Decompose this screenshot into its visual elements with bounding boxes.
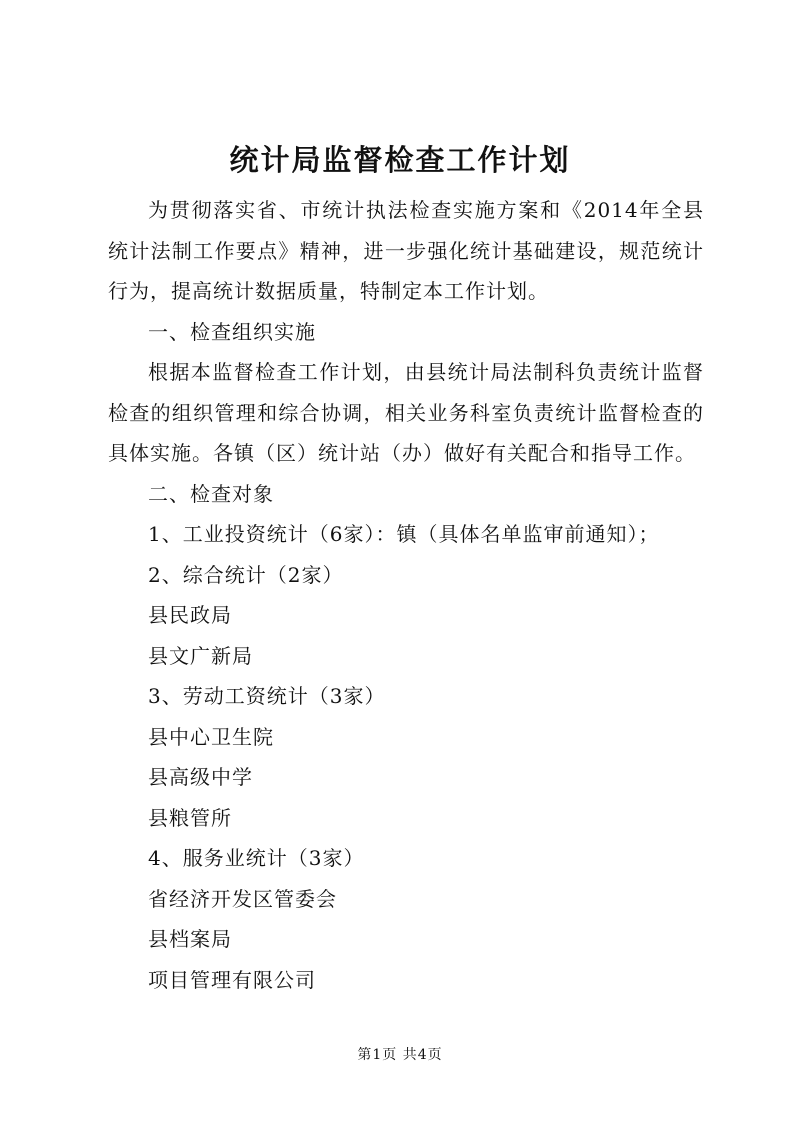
section-heading-targets: 二、检查对象: [148, 481, 274, 506]
target-category-services: 4、服务业统计（3家）: [148, 846, 365, 870]
target-unit: 县档案局: [148, 927, 232, 951]
page-number-footer: 第1页 共4页: [357, 1047, 443, 1063]
target-unit: 县文广新局: [148, 643, 253, 668]
target-unit: 县粮管所: [148, 805, 232, 830]
target-unit: 省经济开发区管委会: [148, 886, 337, 911]
section-heading-organization: 一、检查组织实施: [148, 319, 316, 344]
target-unit: 县高级中学: [148, 765, 253, 789]
target-unit: 县中心卫生院: [148, 724, 274, 749]
target-unit: 县民政局: [148, 603, 232, 627]
intro-paragraph: 为贯彻落实省、市统计执法检查实施方案和《2014年全县统计法制工作要点》精神，进一步强化统计基础建设，规范统计行为，提高统计数据质量，特制定本工作计划。: [108, 198, 704, 303]
document-title: 统计局监督检查工作计划: [229, 143, 571, 177]
target-category-comprehensive: 2、综合统计（2家）: [148, 562, 344, 587]
target-unit: 项目管理有限公司: [148, 967, 316, 992]
organization-paragraph: 根据本监督检查工作计划，由县统计局法制科负责统计监督检查的组织管理和综合协调，相关业务科室负责统计监督检查的具体实施。各镇（区）统计站（办）做好有关配合和指导工作。: [108, 360, 704, 465]
target-category-industrial: 1、工业投资统计（6家）：镇（具体名单监审前通知）；: [148, 522, 660, 546]
document-body: [108, 190, 704, 1000]
target-category-labor-wages: 3、劳动工资统计（3家）: [148, 684, 386, 708]
